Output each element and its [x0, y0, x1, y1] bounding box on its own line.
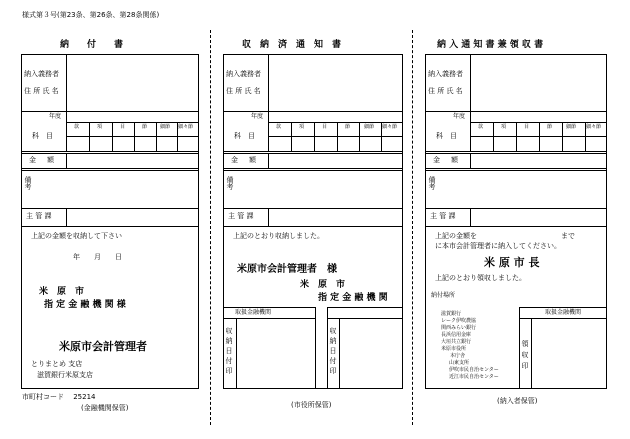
date-line: 年 月 日 [73, 253, 122, 261]
collection-bank: 滋賀銀行米原支店 [37, 371, 93, 379]
bank-list-item: 伊吹市民自治センター [449, 367, 499, 373]
payment-instruction: に本市会計管理者に納入してください。 [435, 242, 561, 250]
receipt-date-stamp-label: 収納日付印 [225, 327, 233, 377]
cut-line [412, 30, 413, 425]
collect-instruction: 上記の金額を収納して下さい [31, 232, 122, 240]
city-name: 米 原 市 [300, 280, 346, 290]
received-statement: 上記のとおり領収しました。 [435, 274, 526, 282]
designated-bank: 指 定 金 融 機 関 様 [44, 300, 126, 310]
collection-branch: とりまとめ 支店 [31, 360, 83, 368]
bank-list-item: 本庁舎 [450, 353, 466, 359]
municipality-code: 市町村コード 25214 [22, 393, 96, 401]
bank-list-item: 滋賀銀行 [441, 311, 462, 317]
handling-bank-box [519, 307, 607, 389]
bank-list-item: 山東支所 [449, 360, 470, 366]
payment-deadline-note: 上記の金額を まで [435, 232, 575, 240]
form-number-header: 様式第３号(第23条、第26条、第28条関係) [22, 11, 160, 19]
bank-list-item: 関西みらい銀行 [441, 325, 477, 331]
payment-form-page: 様式第３号(第23条、第26条、第28条関係) 納 付 書 納入義務者 住 所 氏 名 年度 科 目 款 項 目 節 細節 細々節 金 額 備考 主 管 課 上記の金額を収納して下さい 年 月 日 米 原 市 指 定 金 融 機 関 様 米原市会計管理者 とりまとめ 支店 滋賀銀行米原支店 市町村コード 25214 (金融機関保管) 収 納 済 通 知 書 納入義務者 住 所 氏 名 年度 科 目 款 項 目 節 細節 細々節 金 額 備考 主 管 課 上記のとおり収納しました。 米原市会計管理者 様 米 原 市 指 定 金 融 機 関 取扱金融機関 収納日付印 収納日付印 (市役所保管) 納 入 通 知 書 兼 領 収 書 納入義務者 住 所 氏 名 年度 科 目 款 項 目 節 細節 細々節 金 額 備考 主 管 課 上記の金額を まで に本市会計管理者に納入してください。 米 原 市 長 上記のとおり領収しました。 納付場所 滋賀銀行 レーク伊吹農協 関西みらい銀行 長浜信用金庫 大垣共立銀行 米原市役所 本庁舎 山東支所 伊吹市民自治センター 近江市民自治センター 取扱金融機関 領収印 (納入者保管) [0, 0, 630, 439]
mayor-title: 米 原 市 長 [484, 256, 540, 269]
panel-footer: (市役所保管) [291, 401, 332, 409]
panel-footer: (金融機関保管) [81, 404, 129, 412]
form-frame [21, 54, 199, 389]
addressee: 米原市会計管理者 様 [237, 264, 337, 275]
received-statement: 上記のとおり収納しました。 [233, 232, 324, 240]
panel-title: 納 入 通 知 書 兼 領 収 書 [437, 40, 544, 50]
panel-footer: (納入者保管) [497, 397, 538, 405]
cut-line [210, 30, 211, 425]
bank-list-item: 長浜信用金庫 [441, 332, 472, 338]
bank-list-item: 米原市役所 [441, 346, 467, 352]
payment-place-label: 納付場所 [431, 292, 456, 299]
bank-list-item: 大垣共立銀行 [441, 339, 472, 345]
panel-title: 収 納 済 通 知 書 [242, 40, 342, 50]
city-name: 米 原 市 [39, 287, 85, 297]
panel-title: 納 付 書 [60, 40, 124, 50]
receipt-stamp-label: 領収印 [521, 340, 529, 373]
designated-bank: 指 定 金 融 機 関 [318, 293, 388, 303]
bank-list-item: レーク伊吹農協 [441, 318, 477, 324]
treasurer-name: 米原市会計管理者 [59, 340, 147, 353]
bank-list-item: 近江市民自治センター [449, 374, 499, 380]
